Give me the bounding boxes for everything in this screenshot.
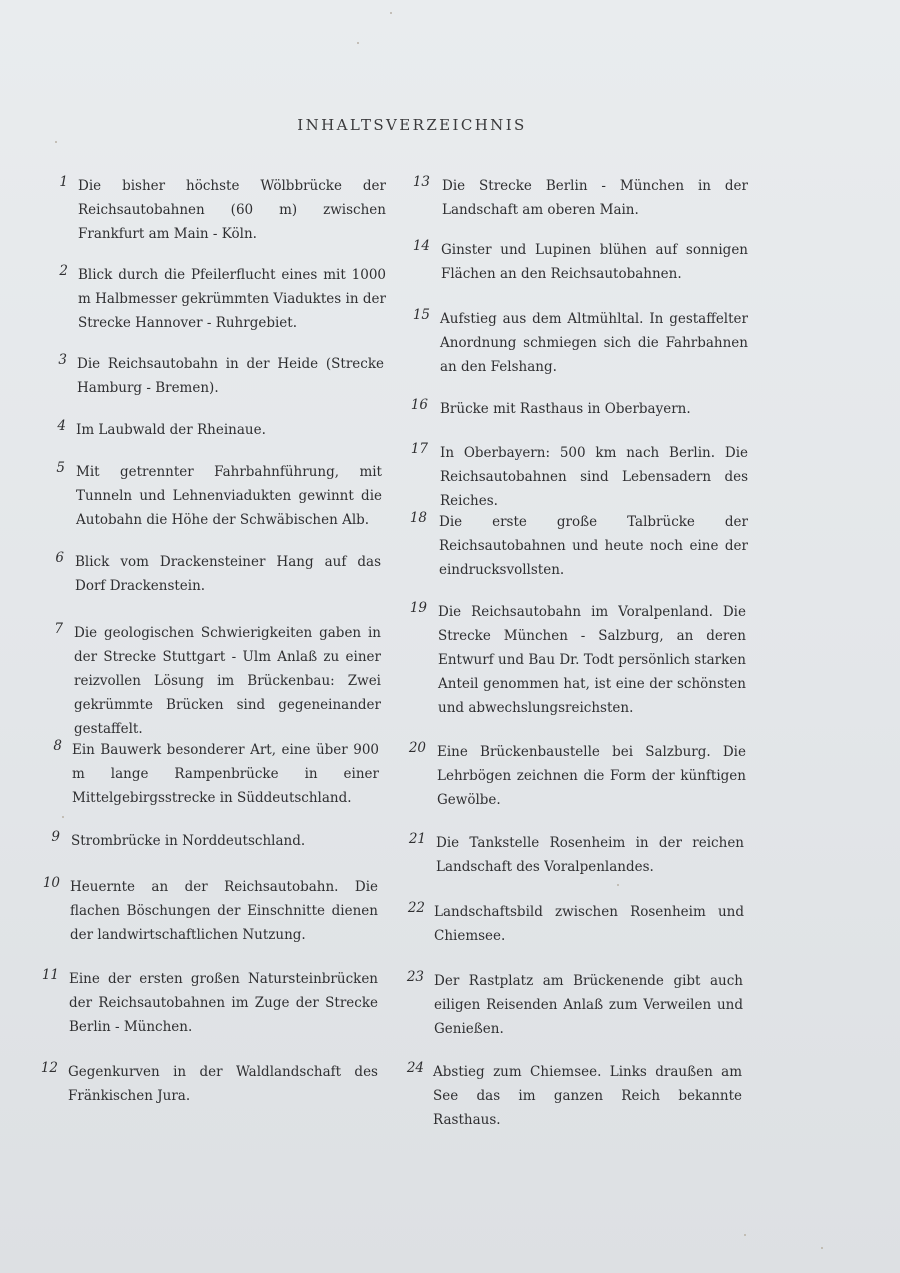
paper-speck [357,42,359,44]
entry-number: 3 [58,352,67,368]
entry-text: Eine der ersten großen Natursteinbrücken der Reichsautobahnen im Zuge der Strecke Berlin - München. [69,971,378,1035]
entry-number: 10 [42,875,60,891]
paper-speck [62,816,64,818]
entry-number: 21 [408,831,426,847]
paper-speck [744,1234,746,1236]
entry-number: 6 [55,550,64,566]
entry-text: Die Tankstelle Rosenheim in der reichen Landschaft des Voralpenlandes. [436,835,744,875]
entry-text: Gegenkurven in der Waldlandschaft des Fränkischen Jura. [68,1064,378,1104]
entry-number: 15 [412,307,430,323]
entry-number: 23 [406,969,424,985]
entry-text: Die Strecke Berlin - München in der Landschaft am oberen Main. [442,178,748,218]
entry-text: Die Reichsautobahn in der Heide (Strecke Hamburg - Bremen). [77,356,384,396]
entry-text: Strombrücke in Norddeutschland. [71,833,306,849]
entry-number: 12 [40,1060,58,1076]
paper-speck [821,1247,823,1249]
entry-text: Landschaftsbild zwischen Rosenheim und Chiemsee. [434,904,744,944]
entry-number: 9 [51,829,60,845]
paper-speck [390,12,392,14]
entry-text: Brücke mit Rasthaus in Oberbayern. [440,401,691,417]
entry-text: Blick durch die Pfeilerflucht eines mit 1000 m Halbmesser gekrümmten Viaduktes in der Strecke Hannover - Ruhrgebiet. [78,267,386,331]
entry-text: Im Laubwald der Rheinaue. [76,422,266,438]
entry-text: Ginster und Lupinen blühen auf sonnigen Flächen an den Reichsautobahnen. [441,242,748,282]
entry-number: 11 [41,967,59,983]
paper-speck [55,141,57,143]
entry-number: 7 [54,621,63,637]
entry-number: 16 [410,397,428,413]
entry-text: Mit getrennter Fahrbahnführung, mit Tunneln und Lehnenviadukten gewinnt die Autobahn die Höhe der Schwäbischen Alb. [76,464,382,528]
entry-number: 19 [409,600,427,616]
entry-number: 18 [409,510,427,526]
entry-text: Aufstieg aus dem Altmühltal. In gestaffelter Anordnung schmiegen sich die Fahrbahnen an den Felshang. [440,311,748,375]
entry-text: Abstieg zum Chiemsee. Links draußen am See das im ganzen Reich bekannte Rasthaus. [433,1064,742,1128]
entry-number: 4 [57,418,66,434]
entry-text: Eine Brückenbaustelle bei Salzburg. Die Lehrbögen zeichnen die Form der künftigen Gewölbe. [437,744,746,808]
page-title: INHALTSVERZEICHNIS [297,116,527,134]
entry-text: In Oberbayern: 500 km nach Berlin. Die Reichsautobahnen sind Lebensadern des Reiches. [440,445,748,509]
entry-number: 1 [59,174,68,190]
entry-number: 20 [408,740,426,756]
entry-text: Heuernte an der Reichsautobahn. Die flachen Böschungen der Einschnitte dienen der landwirtschaftlichen Nutzung. [70,879,378,943]
entry-text: Die geologischen Schwierigkeiten gaben in der Strecke Stuttgart - Ulm Anlaß zu einer reizvollen Lösung im Brückenbau: Zwei gekrümmte Brücken sind gegeneinander gestaffelt. [74,625,381,737]
entry-number: 24 [406,1060,424,1076]
entry-number: 13 [412,174,430,190]
entry-text: Die bisher höchste Wölbbrücke der Reichsautobahnen (60 m) zwischen Frankfurt am Main - Köln. [78,178,386,242]
entry-text: Ein Bauwerk besonderer Art, eine über 900 m lange Rampenbrücke in einer Mittelgebirgsstrecke in Süddeutschland. [72,742,379,806]
entry-text: Die erste große Talbrücke der Reichsautobahnen und heute noch eine der eindrucksvollsten. [439,514,748,578]
entry-number: 5 [56,460,65,476]
entry-number: 22 [407,900,425,916]
entry-number: 17 [410,441,428,457]
entry-text: Die Reichsautobahn im Voralpenland. Die Strecke München - Salzburg, an deren Entwurf und Bau Dr. Todt persönlich starken Anteil genommen hat, ist eine der schönsten und abwechslungsreichsten. [438,604,746,716]
paper-speck [617,884,619,886]
entry-number: 14 [412,238,430,254]
entry-number: 8 [53,738,62,754]
entry-number: 2 [59,263,68,279]
entry-text: Blick vom Drackensteiner Hang auf das Dorf Drackenstein. [75,554,381,594]
entry-text: Der Rastplatz am Brückenende gibt auch eiligen Reisenden Anlaß zum Verweilen und Genießen. [434,973,743,1037]
